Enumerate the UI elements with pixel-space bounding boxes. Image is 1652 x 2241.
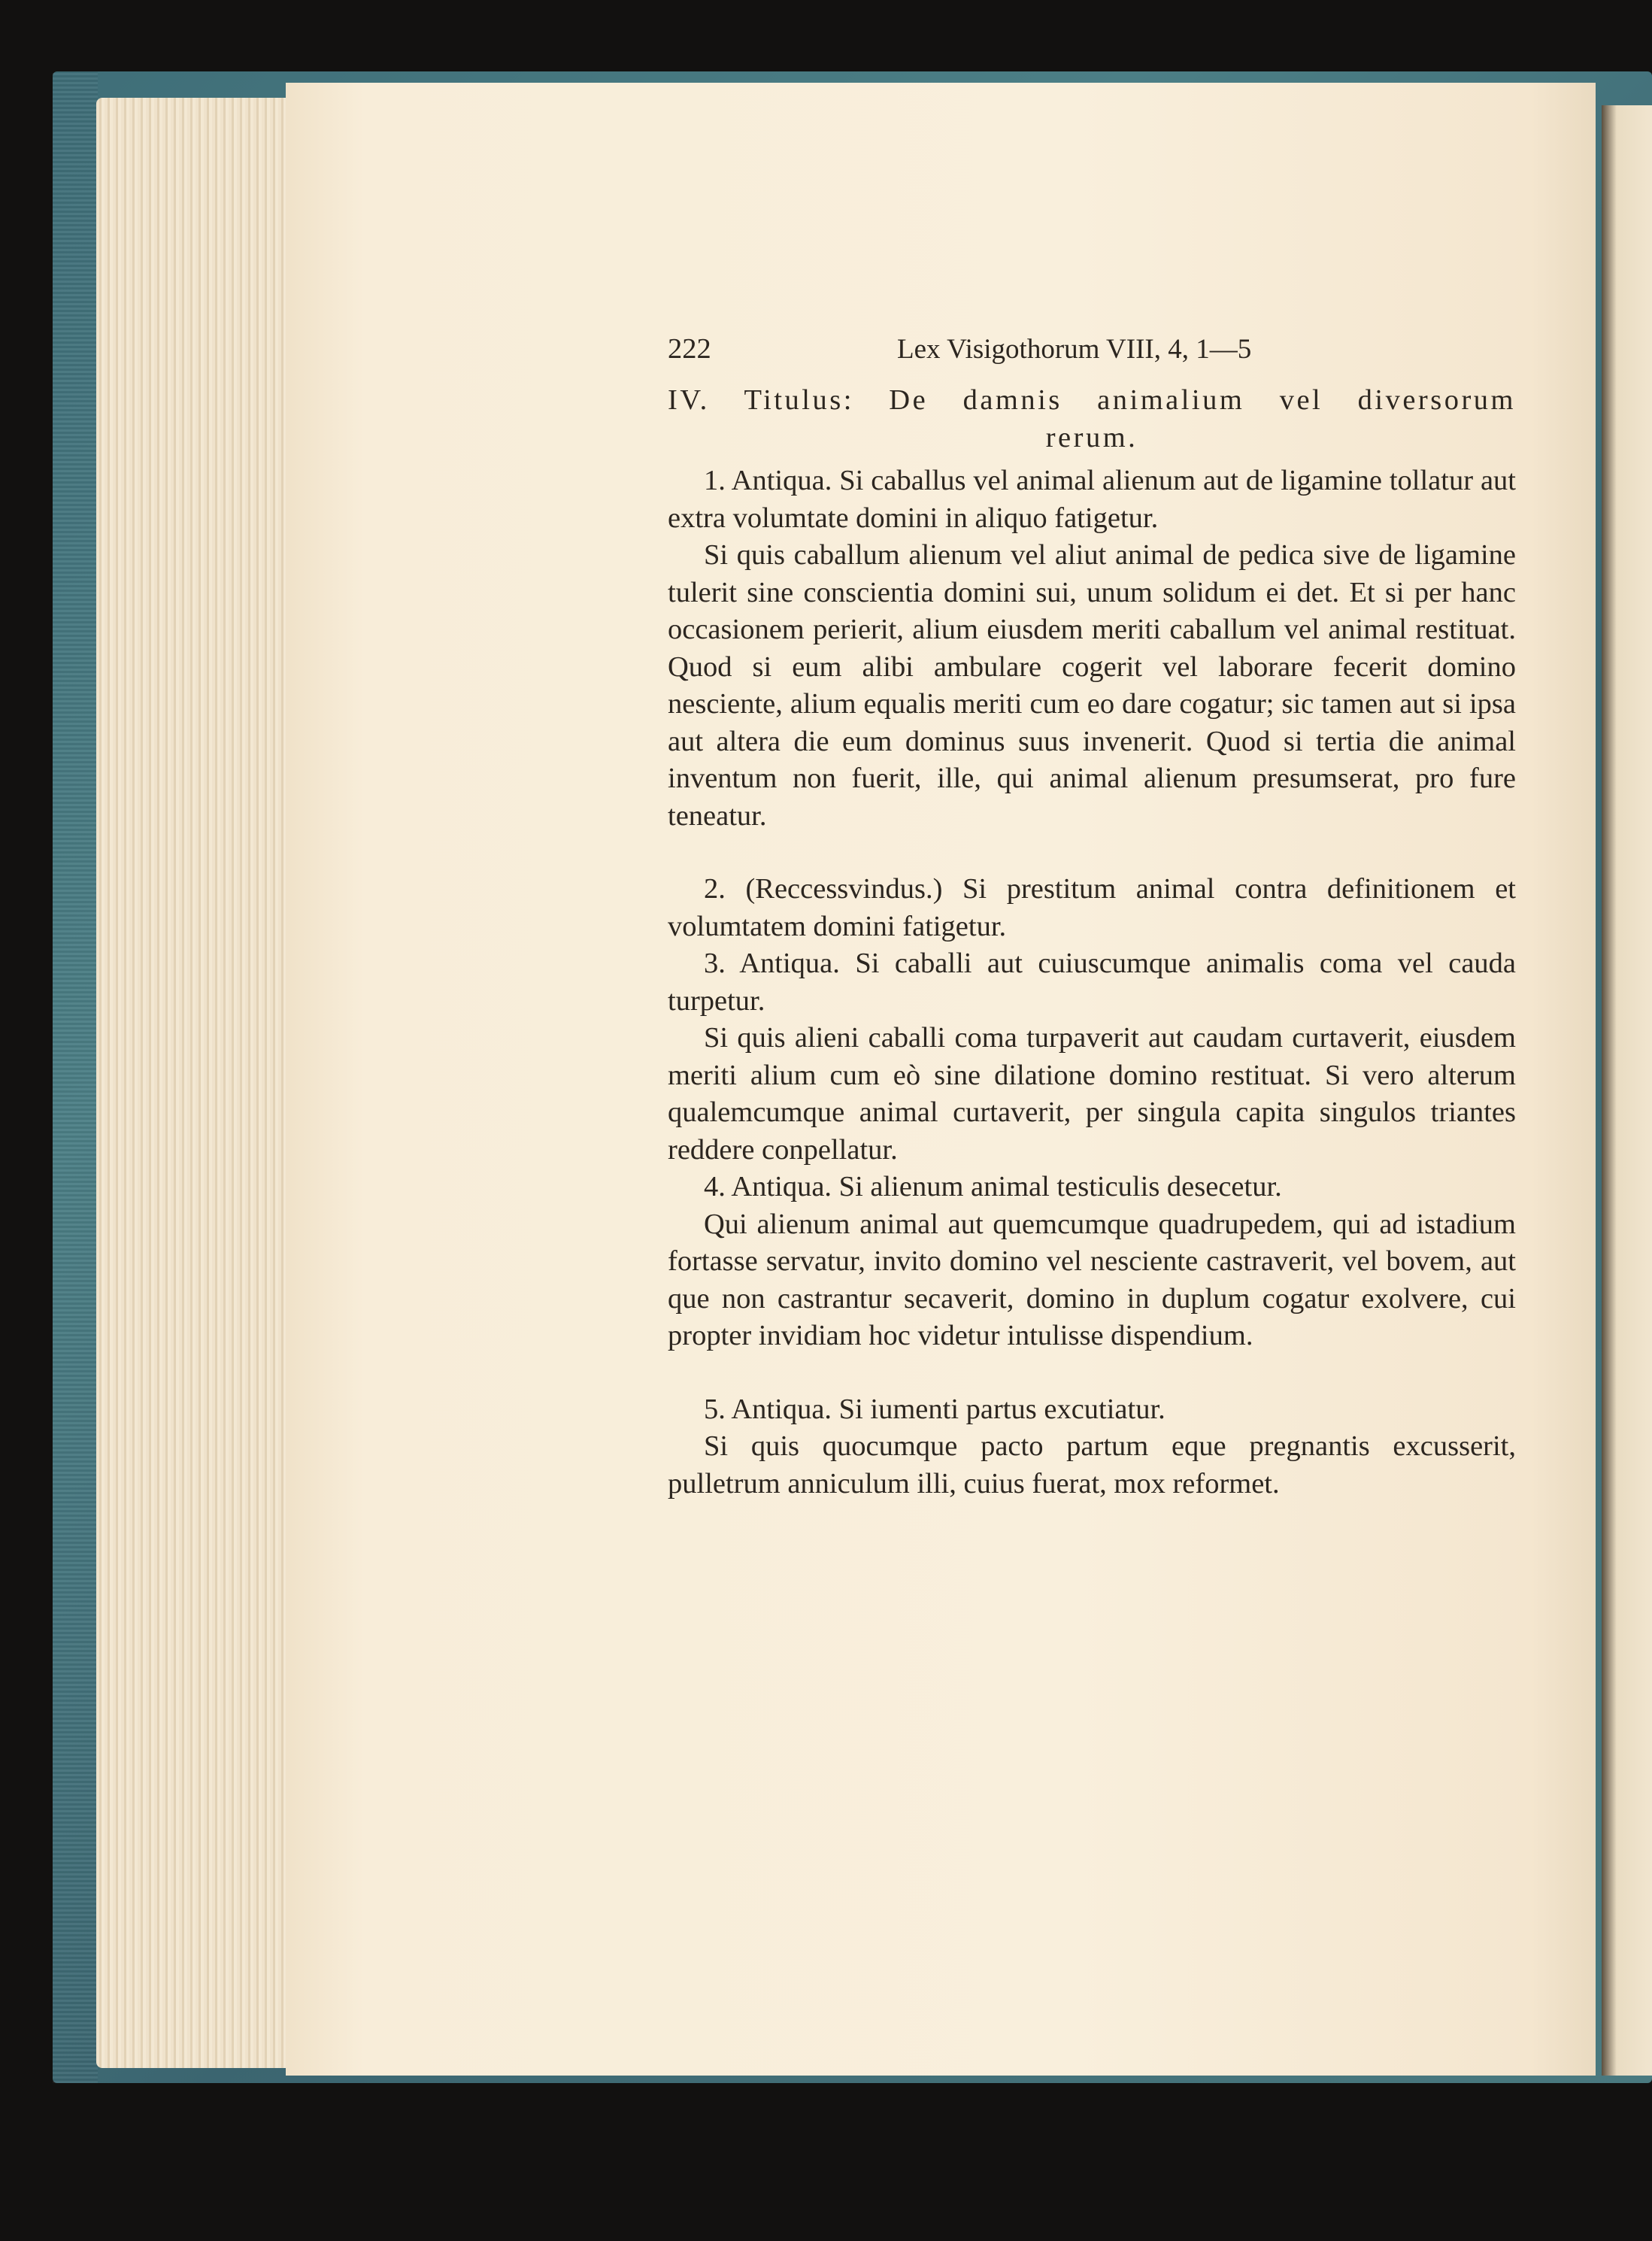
section-5-rubric: 5. Antiqua. Si iumenti partus excutiatur. — [704, 1393, 1165, 1425]
section-4-text: Qui alienum animal aut quemcumque quadrupedem, qui ad istadium fortasse servatur, invito domino vel nesciente castraverit, vel bovem, aut que non castrantur secaverit, domino in duplum cogatur exolvere, cui propter invidiam hoc videtur intulisse dispendium. — [668, 1208, 1516, 1351]
running-title: Lex Visigothorum VIII, 4, 1—5 — [897, 334, 1252, 365]
title-line-2: rerum. — [1045, 421, 1138, 453]
running-header — [668, 331, 1516, 376]
facing-page-edge — [1602, 105, 1652, 2076]
section-3-text: Si quis alieni caballi coma turpaverit aut caudam curtaverit, eiusdem meriti alium cum eò sine dilatione domino restituat. Si vero alterum qualemcumque animal curtaverit, per singula capita singulos triantes reddere conpellatur. — [668, 1022, 1516, 1166]
title-heading — [668, 382, 1516, 456]
page-edges — [96, 98, 292, 2068]
section-3-rubric: 3. Antiqua. Si caballi aut cuiuscumque animalis coma vel cauda turpetur. — [668, 948, 1516, 1017]
section-1-rubric: 1. Antiqua. Si caballus vel animal alienum aut de ligamine tollatur aut extra volumtate domini in aliquo fatigetur. — [668, 465, 1516, 534]
section-4-rubric: 4. Antiqua. Si alienum animal testiculis desecetur. — [704, 1171, 1282, 1202]
page-text — [668, 331, 1516, 1503]
book-spine — [53, 71, 98, 2083]
section-5-text: Si quis quocumque pacto partum eque pregnantis excusserit, pulletrum anniculum illi, cuius fuerat, mox reformet. — [668, 1430, 1516, 1500]
title-line-1: IV. Titulus: De damnis animalium vel diversorum — [668, 384, 1516, 416]
page-number: 222 — [668, 333, 711, 365]
section-1-text: Si quis caballum alienum vel aliut animal de pedica sive de ligamine tulerit sine conscientia domini sui, unum solidum ei det. Et si per hanc occasionem perierit, alium eiusdem meriti caballum vel animal restituat. Quod si eum alibi ambulare cogerit vel laborare fecerit domino nesciente, alium equalis meriti cum eo dare cogatur; sic tamen aut si ipsa aut altera die eum dominus suus invenerit. Quod si tertia die animal inventum non fuerit, ille, qui animal alienum presumserat, pro fure teneatur. — [668, 539, 1516, 832]
section-2-rubric: 2. (Reccessvindus.) Si prestitum animal contra definitionem et volumtatem domini fatigetur. — [668, 873, 1516, 942]
